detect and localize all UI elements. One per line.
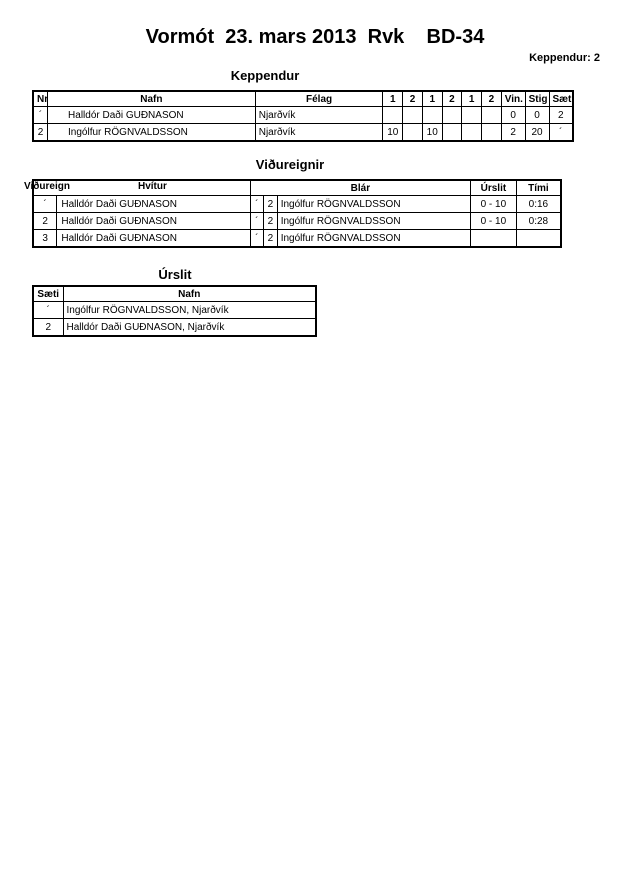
- col-round: 2: [403, 91, 423, 107]
- cell-points: 20: [525, 124, 549, 142]
- table-row: [33, 319, 316, 337]
- matches-heading: Viðureignir: [255, 157, 325, 172]
- col-name: Nafn: [63, 286, 316, 302]
- table-row: [33, 230, 561, 248]
- cell-round: [482, 107, 502, 124]
- cell-name: Ingólfur RÖGNVALDSSON, Njarðvík: [63, 302, 316, 319]
- cell-match-no: ´: [33, 196, 57, 213]
- cell-name: Ingólfur RÖGNVALDSSON: [48, 124, 256, 142]
- cell-round: [482, 124, 502, 142]
- cell-white-nr: ´: [250, 230, 264, 248]
- cell-place: 2: [549, 107, 573, 124]
- cell-blue: Ingólfur RÖGNVALDSSON: [277, 230, 470, 248]
- cell-white: Halldór Daði GUÐNASON: [57, 196, 250, 213]
- cell-round: [442, 107, 462, 124]
- table-row: [33, 302, 316, 319]
- col-blue: Blár: [250, 180, 470, 196]
- participants-header-row: [33, 91, 573, 107]
- table-row: [33, 213, 561, 230]
- cell-round: 10: [422, 124, 442, 142]
- cell-round: [462, 124, 482, 142]
- col-place: Sæti: [33, 286, 63, 302]
- cell-result: 0 - 10: [471, 213, 517, 230]
- cell-place: ´: [549, 124, 573, 142]
- col-round: 2: [442, 91, 462, 107]
- col-result: Úrslit: [471, 180, 517, 196]
- table-row: [33, 196, 561, 213]
- cell-club: Njarðvík: [255, 107, 383, 124]
- cell-wins: 0: [501, 107, 525, 124]
- col-round: 1: [383, 91, 403, 107]
- cell-wins: 2: [501, 124, 525, 142]
- cell-white: Halldór Daði GUÐNASON: [57, 213, 250, 230]
- cell-white-nr: ´: [250, 196, 264, 213]
- cell-time: 0:16: [516, 196, 561, 213]
- participants-heading: Keppendur: [230, 68, 300, 83]
- participants-table: [32, 90, 574, 142]
- results-heading: Úrslit: [158, 267, 192, 282]
- cell-white: Halldór Daði GUÐNASON: [57, 230, 250, 248]
- cell-blue-nr: 2: [264, 213, 278, 230]
- table-row: [33, 124, 573, 142]
- cell-blue-nr: 2: [264, 230, 278, 248]
- cell-blue: Ingólfur RÖGNVALDSSON: [277, 213, 470, 230]
- cell-time: 0:28: [516, 213, 561, 230]
- col-nr: Nr: [33, 91, 48, 107]
- cell-club: Njarðvík: [255, 124, 383, 142]
- cell-result: 0 - 10: [471, 196, 517, 213]
- cell-round: [383, 107, 403, 124]
- col-wins: Vin.: [501, 91, 525, 107]
- col-name: Nafn: [48, 91, 256, 107]
- cell-match-no: 2: [33, 213, 57, 230]
- col-points: Stig: [525, 91, 549, 107]
- cell-blue: Ingólfur RÖGNVALDSSON: [277, 196, 470, 213]
- cell-round: [462, 107, 482, 124]
- col-match: Viðureign: [24, 181, 70, 192]
- participant-count: Keppendur: 2: [529, 52, 600, 64]
- cell-result: [471, 230, 517, 248]
- results-header-row: [33, 286, 316, 302]
- col-white: Hvítur: [138, 181, 167, 192]
- cell-place: 2: [33, 319, 63, 337]
- col-match-white: [24, 180, 250, 196]
- matches-table: [24, 179, 562, 248]
- col-place: Sæti: [549, 91, 573, 107]
- cell-nr: 2: [33, 124, 48, 142]
- cell-round: [403, 124, 423, 142]
- cell-round: [422, 107, 442, 124]
- col-round: 1: [422, 91, 442, 107]
- cell-round: [403, 107, 423, 124]
- col-round: 1: [462, 91, 482, 107]
- cell-round: 10: [383, 124, 403, 142]
- col-time: Tími: [516, 180, 561, 196]
- col-round: 2: [482, 91, 502, 107]
- page-title: Vormót 23. mars 2013 Rvk BD-34: [145, 26, 485, 48]
- cell-name: Halldór Daði GUÐNASON: [48, 107, 256, 124]
- cell-nr: ´: [33, 107, 48, 124]
- cell-round: [442, 124, 462, 142]
- cell-blue-nr: 2: [264, 196, 278, 213]
- table-row: [33, 107, 573, 124]
- cell-place: ´: [33, 302, 63, 319]
- cell-match-no: 3: [33, 230, 57, 248]
- results-table: [32, 285, 317, 337]
- cell-points: 0: [525, 107, 549, 124]
- cell-white-nr: ´: [250, 213, 264, 230]
- matches-header-row: [33, 180, 561, 196]
- cell-time: [516, 230, 561, 248]
- cell-name: Halldór Daði GUÐNASON, Njarðvík: [63, 319, 316, 337]
- col-club: Félag: [255, 91, 383, 107]
